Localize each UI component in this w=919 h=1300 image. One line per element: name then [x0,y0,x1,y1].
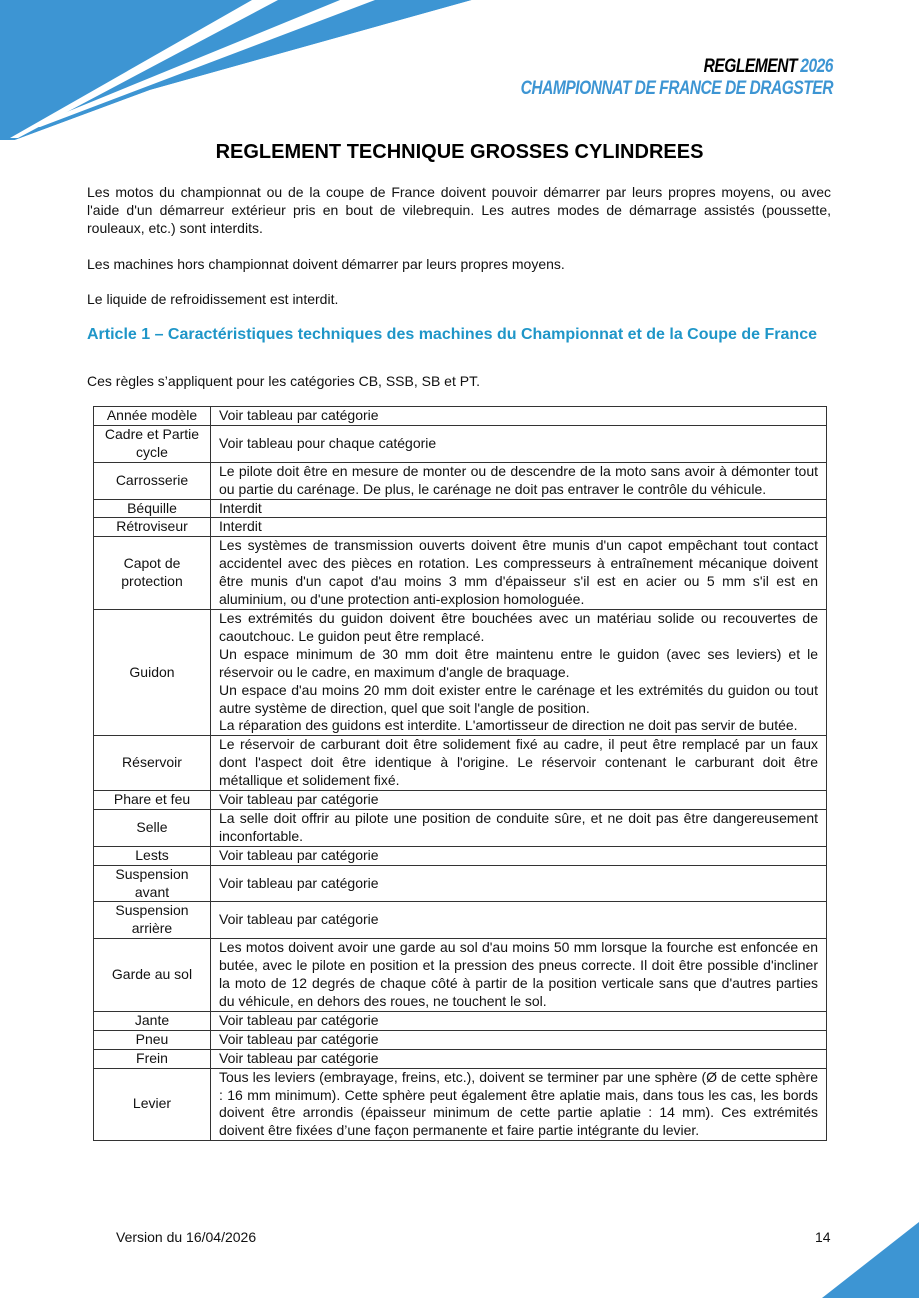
spec-value [211,609,827,735]
brand-subtitle: CHAMPIONNAT DE FRANCE DE DRAGSTER [520,78,833,99]
article-heading: Article 1 – Caractéristiques techniques des machines du Championnat et de la Coupe de France [87,326,817,343]
spec-value [211,846,827,865]
intro-paragraph-2: Les machines hors championnat doivent démarrer par leurs propres moyens. [87,256,565,272]
spec-value [211,462,827,499]
spec-value [211,791,827,810]
spec-value-line: Voir tableau par catégorie [219,1030,379,1047]
spec-value-line: Interdit [219,518,262,535]
table-row [94,425,827,462]
spec-label: Phare et feu [94,791,211,810]
spec-value [211,407,827,426]
spec-value-line: Un espace d'au moins 20 mm doit exister entre le carénage et les extrémités du guidon ou tout autre système de direction, quel que soit l'angle de position. [219,681,818,716]
spec-value-line: Les extrémités du guidon doivent être bouchées avec un matériau solide ou recouvertes de caoutchouc. Le guidon peut être remplacé. [219,609,818,644]
technical-spec-table [93,406,827,1141]
spec-label: Selle [94,809,211,846]
spec-label: Frein [94,1049,211,1068]
header-banner-graphic [0,0,480,145]
spec-value-line: Le réservoir de carburant doit être solidement fixé au cadre, il peut être remplacé par un faux dont l'aspect doit être identique à l'origine. Le réservoir contenant le carburant doit être métallique et solidement fixé. [219,736,818,789]
table-row [94,462,827,499]
spec-value-line: La selle doit offrir au pilote une position de conduite sûre, et ne doit pas être dangereusement inconfortable. [219,809,818,844]
table-row [94,1049,827,1068]
spec-value-line: Voir tableau par catégorie [219,791,379,808]
spec-value-line: Voir tableau par catégorie [219,407,379,423]
spec-value-line: Voir tableau par catégorie [219,1049,379,1066]
spec-value [211,809,827,846]
spec-value-line: Voir tableau par catégorie [219,846,379,863]
spec-value-line: Voir tableau par catégorie [219,1011,379,1028]
table-row [94,865,827,902]
spec-label: Jante [94,1011,211,1030]
spec-label: Béquille [94,499,211,518]
table-row [94,846,827,865]
brand-title: REGLEMENT [703,56,798,77]
spec-label: Rétroviseur [94,518,211,537]
table-row [94,609,827,735]
spec-value [211,1030,827,1049]
spec-value [211,425,827,462]
spec-label: Réservoir [94,736,211,791]
spec-value-line: La réparation des guidons est interdite. L'amortisseur de direction ne doit pas servir de butée. [219,717,798,734]
spec-label: Guidon [94,609,211,735]
table-row [94,518,827,537]
spec-value-line: Interdit [219,499,262,516]
table-row [94,499,827,518]
spec-value [211,537,827,610]
spec-label: Garde au sol [94,939,211,1012]
table-row [94,537,827,610]
spec-value-line: Tous les leviers (embrayage, freins, etc.), doivent se terminer par une sphère (Ø de cette sphère : 16 mm minimum). Cette sphère peut également être aplatie mais, dans tous les cas, les bords doivent être arrondis (épaisseur minimum de cette partie aplatie : 14 mm). Ces extrémités doivent être fixées d’une façon permanente et faire partie intégrante du levier. [219,1068,818,1139]
spec-label: Carrosserie [94,462,211,499]
table-row [94,902,827,939]
spec-label: Lests [94,846,211,865]
spec-value-line: Un espace minimum de 30 mm doit être maintenu entre le guidon (avec ses leviers) et le réservoir ou le cadre, en maximum d'angle de braquage. [219,645,818,680]
spec-value-line: Les motos doivent avoir une garde au sol d'au moins 50 mm lorsque la fourche est enfoncée en butée, avec le pilote en position et la pression des pneus correcte. Il doit être possible d'incliner la moto de 12 degrés de chaque côté à partir de la position verticale sans que d'autres parties du véhicule, en dehors des roues, ne touchent le sol. [219,939,818,1009]
spec-value [211,499,827,518]
spec-value [211,939,827,1012]
spec-value [211,1049,827,1068]
footer-version: Version du 16/04/2026 [116,1229,257,1245]
table-row [94,939,827,1012]
intro-paragraph-3: Le liquide de refroidissement est interdit. [87,291,339,307]
spec-value [211,518,827,537]
spec-value-line: Voir tableau pour chaque catégorie [219,434,437,451]
spec-value-line: Les systèmes de transmission ouverts doivent être munis d'un capot empêchant tout contact accidentel avec des pièces en rotation. Les compresseurs à entraînement mécanique doivent être munis d'un capot d'au moins 3 mm d'épaisseur s'il est en acier ou 5 mm s'il est en aluminium, ou d'une protection anti-explosion homologuée. [219,537,818,608]
page-title: REGLEMENT TECHNIQUE GROSSES CYLINDREES [215,141,704,163]
table-row [94,1030,827,1049]
table-row [94,791,827,810]
spec-label: Cadre et Partie cycle [94,425,211,462]
spec-value [211,1068,827,1141]
table-row [94,736,827,791]
spec-value [211,736,827,791]
table-row [94,809,827,846]
spec-value [211,865,827,902]
spec-label: Levier [94,1068,211,1141]
spec-value-line: Voir tableau par catégorie [219,911,379,928]
spec-value [211,902,827,939]
article-intro: Ces règles s’appliquent pour les catégories CB, SSB, SB et PT. [87,373,480,389]
table-row [94,407,827,426]
spec-value-line: Voir tableau par catégorie [219,874,379,891]
spec-label: Suspension avant [94,865,211,902]
table-row [94,1011,827,1030]
spec-label: Pneu [94,1030,211,1049]
page-number: 14 [815,1229,831,1245]
footer-corner-graphic [820,1220,919,1300]
table-row [94,1068,827,1141]
spec-value-line: Le pilote doit être en mesure de monter ou de descendre de la moto sans avoir à démonter tout ou partie du carénage. De plus, le carénage ne doit pas entraver le contrôle du véhicule. [219,462,818,497]
spec-value [211,1011,827,1030]
intro-paragraph-1: Les motos du championnat ou de la coupe de France doivent pouvoir démarrer par leurs propres moyens, ou avec l'aide d'un démarreur extérieur pris en bout de vilebrequin. Les autres modes de démarrage assistés (poussette, rouleaux, etc.) sont interdits. [87,184,831,236]
spec-label: Capot de protection [94,537,211,610]
brand-year: 2026 [800,56,833,77]
brand-header [521,56,833,100]
spec-label: Année modèle [94,407,211,426]
spec-label: Suspension arrière [94,902,211,939]
